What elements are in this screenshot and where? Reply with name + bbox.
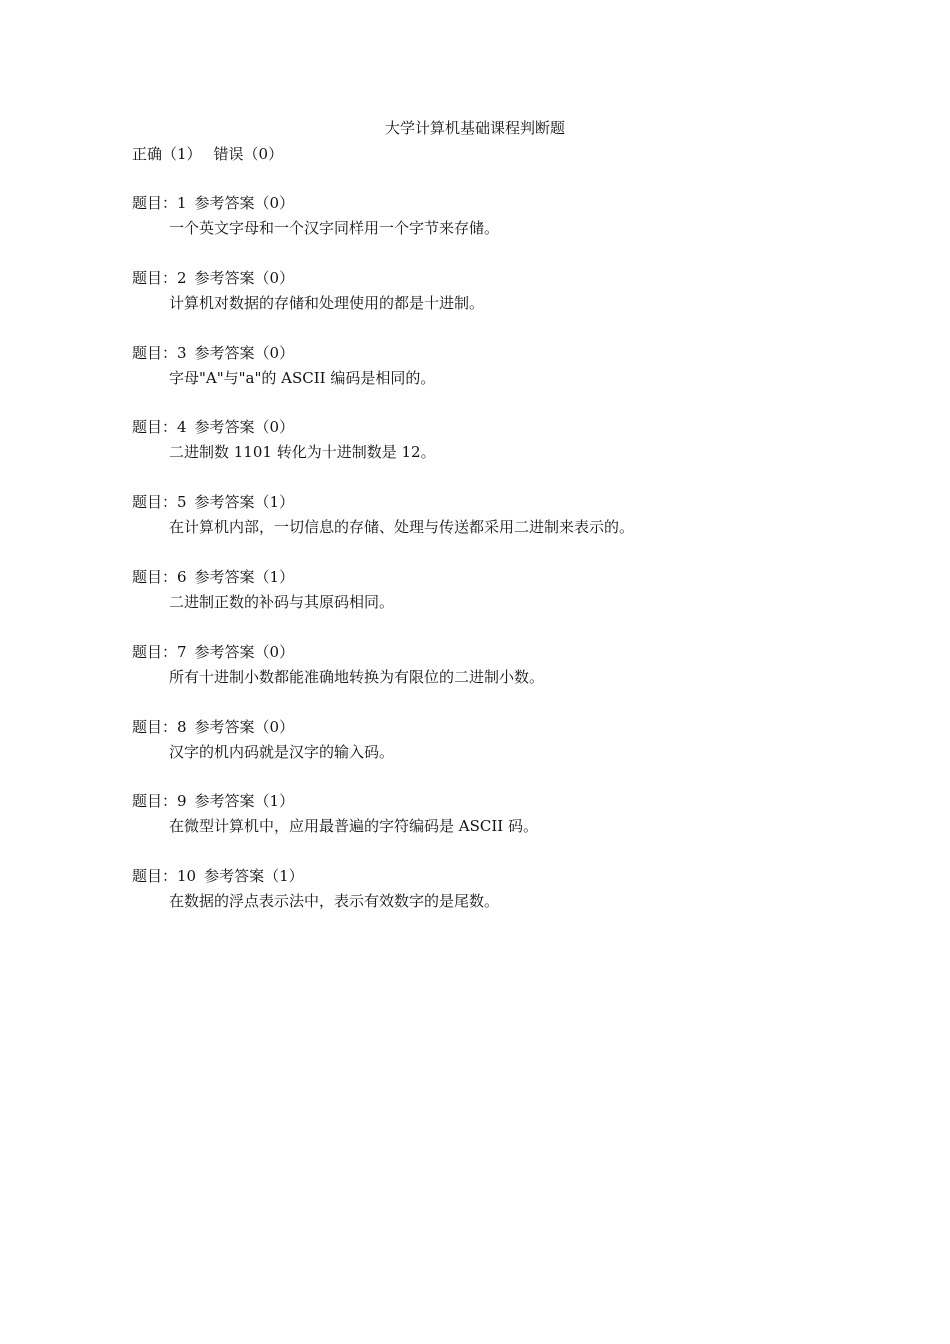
question-header [132,416,892,438]
question-header [132,790,892,812]
question-item [132,716,892,791]
page-title: 大学计算机基础课程判断题 [384,119,565,137]
question-item [132,641,892,716]
question-label: 题目：3 [132,343,187,362]
question-answer: 参考答案（1） [204,867,304,886]
legend-correct: 正确（1） [132,145,202,163]
question-header [132,716,892,738]
question-item [132,566,892,641]
question-item [132,192,892,267]
question-answer: 参考答案（0） [194,642,295,661]
question-text: 计算机对数据的存储和处理使用的都是十进制。 [169,293,485,312]
question-header [132,192,892,214]
question-label: 题目：7 [132,642,187,661]
question-text: 二进制数 1101 转化为十进制数是 12。 [169,443,436,462]
question-answer: 参考答案（0） [194,717,295,736]
question-label: 题目：4 [132,418,187,437]
question-label: 题目：1 [132,194,187,212]
question-item [132,865,892,940]
question-text: 在数据的浮点表示法中，表示有效数字的是尾数。 [169,892,500,911]
question-text: 所有十进制小数都能准确地转换为有限位的二进制小数。 [169,667,545,686]
question-text: 在计算机内部，一切信息的存储、处理与传送都采用二进制来表示的。 [169,518,635,537]
question-header [132,865,892,887]
question-text: 字母"A"与"a"的 ASCII 编码是相同的。 [169,368,436,387]
question-answer: 参考答案（1） [194,493,295,512]
question-item [132,416,892,491]
question-header [132,267,892,289]
question-answer: 参考答案（0） [194,268,295,287]
question-item [132,342,892,417]
question-answer: 参考答案（0） [194,343,295,362]
answer-legend [132,143,283,165]
question-label: 题目：5 [132,493,187,512]
question-text: 在微型计算机中，应用最普遍的字符编码是 ASCII 码。 [169,817,538,836]
question-header [132,566,892,588]
question-label: 题目：8 [132,717,187,736]
legend-wrong: 错误（0） [213,145,284,163]
question-item [132,491,892,566]
question-text: 汉字的机内码就是汉字的输入码。 [169,742,395,761]
question-item [132,267,892,342]
question-text: 一个英文字母和一个汉字同样用一个字节来存储。 [169,219,500,237]
question-text: 二进制正数的补码与其原码相同。 [169,592,395,611]
question-answer: 参考答案（0） [194,418,295,437]
question-label: 题目：2 [132,268,187,287]
question-answer: 参考答案（0） [194,194,295,212]
question-list [132,192,892,940]
question-answer: 参考答案（1） [194,792,295,811]
question-label: 题目：6 [132,567,187,586]
question-label: 题目：10 [132,867,197,886]
question-header [132,342,892,364]
question-header [132,641,892,663]
question-answer: 参考答案（1） [194,567,295,586]
question-label: 题目：9 [132,792,187,811]
question-header [132,491,892,513]
question-item [132,790,892,865]
